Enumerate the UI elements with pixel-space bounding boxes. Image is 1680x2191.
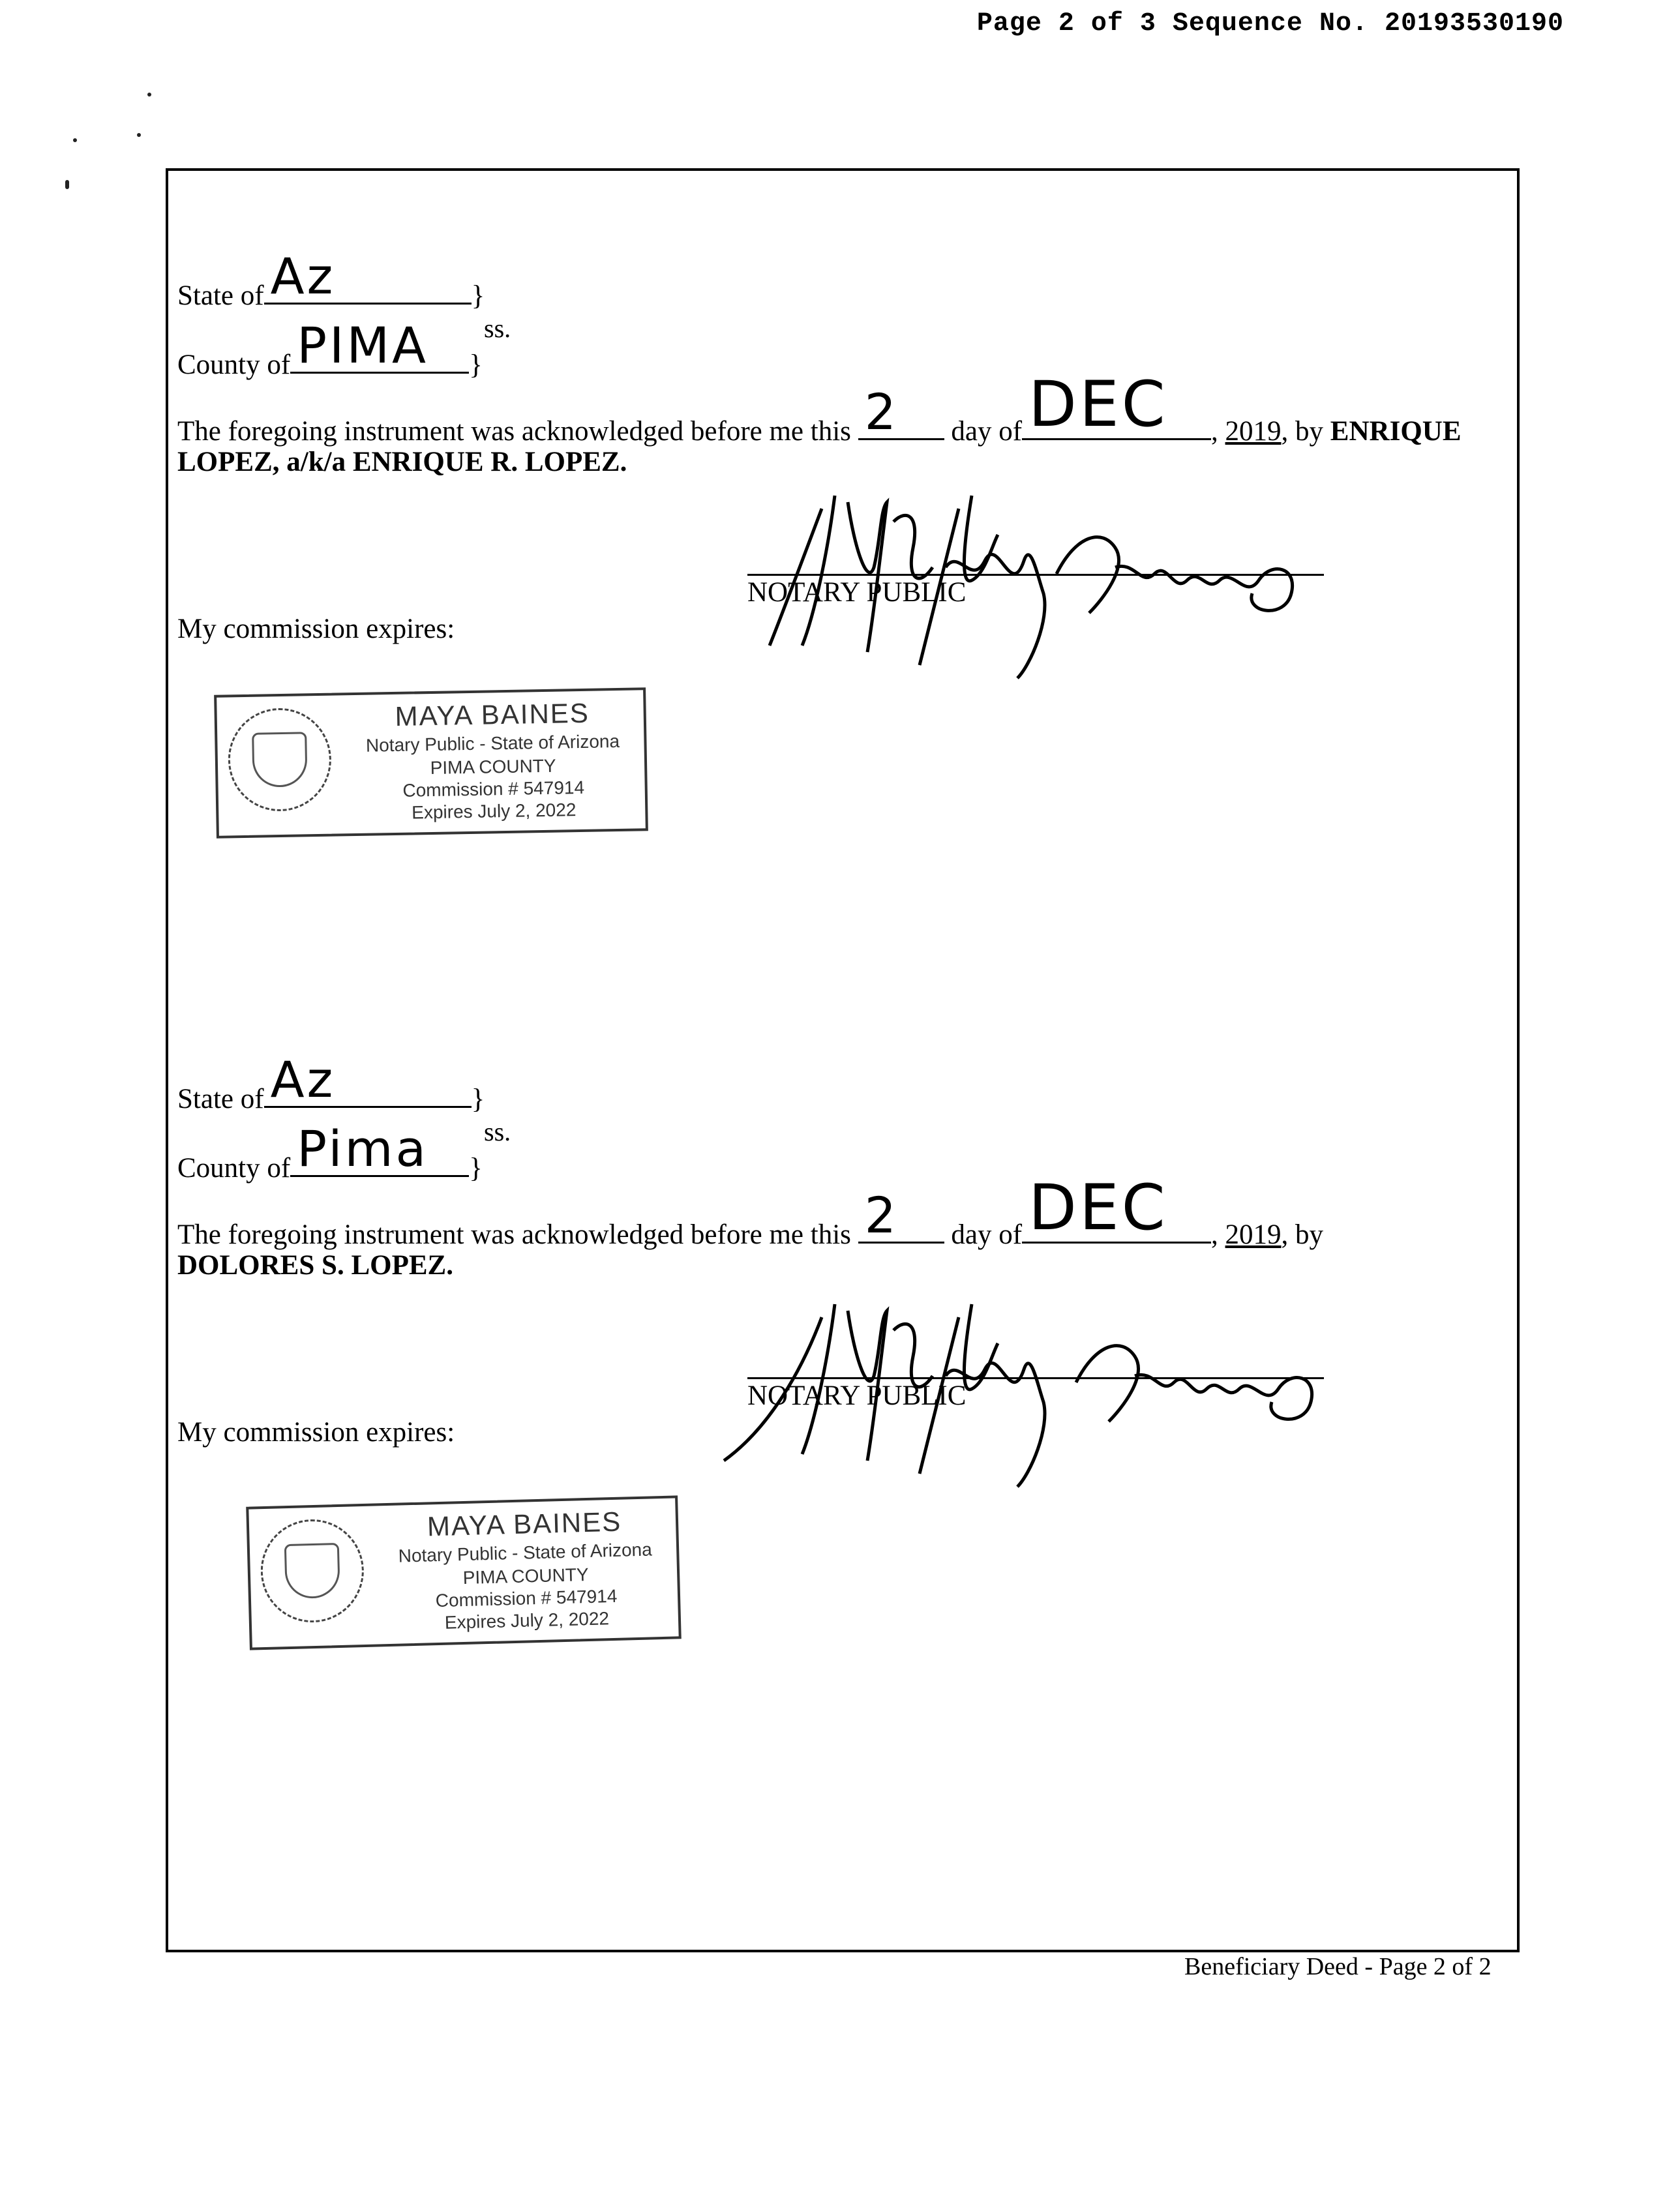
county-line	[177, 1120, 483, 1184]
day-handwritten: 2	[864, 1186, 899, 1244]
by-label: , by	[1281, 416, 1324, 447]
stamp-name: MAYA BAINES	[427, 1506, 622, 1542]
party-name-line1: ENRIQUE	[1330, 416, 1462, 447]
seal-emblem	[252, 732, 307, 787]
state-field	[264, 247, 472, 305]
party-name-line2: LOPEZ, a/k/a ENRIQUE R. LOPEZ.	[177, 447, 627, 477]
county-line	[177, 316, 483, 381]
seal-emblem	[284, 1543, 340, 1599]
county-field	[290, 316, 469, 374]
scan-speck	[65, 180, 69, 189]
stamp-commission: Commission # 547914	[435, 1585, 618, 1611]
county-field	[290, 1120, 469, 1178]
scan-speck	[73, 138, 77, 142]
county-handwritten: PIMA	[297, 316, 429, 374]
state-handwritten: Az	[270, 247, 336, 305]
notary-public-label: NOTARY PUBLIC	[747, 577, 967, 608]
county-label: County of	[177, 350, 291, 380]
notary-seal	[228, 708, 333, 812]
year-value: 2019	[1225, 1219, 1282, 1250]
notary-stamp	[214, 687, 648, 839]
commission-expires-label: My commission expires:	[177, 1417, 455, 1448]
page-footer: Beneficiary Deed - Page 2 of 2	[1184, 1953, 1492, 1980]
notary-signature	[750, 470, 1337, 691]
ss-label: ss.	[484, 314, 511, 343]
day-field	[858, 1186, 944, 1244]
month-handwritten: DEC	[1028, 368, 1168, 441]
state-line	[177, 1051, 485, 1115]
acknowledgment-sentence: The foregoing instrument was acknowledged before me this 2 day of DEC , 2019, by	[177, 1171, 1324, 1250]
acknowledgment-sentence: The foregoing instrument was acknowledged before me this 2 day of DEC , 2019, by ENRIQUE	[177, 368, 1462, 447]
notary-stamp	[246, 1495, 682, 1650]
notary-signature	[711, 1278, 1337, 1500]
stamp-commission: Commission # 547914	[402, 777, 585, 801]
stamp-expiration: Expires July 2, 2022	[444, 1608, 610, 1633]
day-field	[858, 383, 944, 441]
scan-speck	[147, 93, 151, 97]
state-line	[177, 247, 485, 312]
notary-public-label: NOTARY PUBLIC	[747, 1380, 967, 1411]
brace: }	[471, 280, 485, 311]
notary-seal	[260, 1518, 365, 1624]
brace: }	[471, 1084, 485, 1114]
stamp-county: PIMA COUNTY	[430, 755, 556, 779]
page-sequence-header: Page 2 of 3 Sequence No. 20193530190	[976, 9, 1564, 38]
month-field	[1022, 1171, 1211, 1244]
day-handwritten: 2	[864, 383, 899, 441]
scan-speck	[137, 133, 141, 137]
state-label: State of	[177, 1084, 264, 1114]
county-handwritten: Pima	[297, 1120, 429, 1178]
stamp-name: MAYA BAINES	[395, 697, 590, 732]
state-field	[264, 1051, 472, 1109]
stamp-county: PIMA COUNTY	[462, 1564, 589, 1588]
month-handwritten: DEC	[1028, 1171, 1168, 1244]
brace: }	[469, 350, 483, 380]
day-of-label: day of	[951, 1219, 1023, 1250]
commission-expires-label: My commission expires:	[177, 614, 455, 644]
stamp-title: Notary Public - State of Arizona	[365, 730, 620, 756]
brace: }	[469, 1153, 483, 1184]
month-field	[1022, 368, 1211, 441]
stamp-title: Notary Public - State of Arizona	[398, 1539, 653, 1566]
ss-label: ss.	[484, 1117, 511, 1146]
state-label: State of	[177, 280, 264, 311]
acknowledgment-text: The foregoing instrument was acknowledged before me this	[177, 1219, 851, 1250]
state-handwritten: Az	[270, 1051, 336, 1109]
party-name-line2: DOLORES S. LOPEZ.	[177, 1250, 453, 1281]
acknowledgment-text: The foregoing instrument was acknowledged before me this	[177, 416, 851, 447]
stamp-expiration: Expires July 2, 2022	[411, 799, 577, 823]
by-label: , by	[1281, 1219, 1324, 1250]
day-of-label: day of	[951, 416, 1023, 447]
county-label: County of	[177, 1153, 291, 1184]
year-value: 2019	[1225, 416, 1282, 447]
